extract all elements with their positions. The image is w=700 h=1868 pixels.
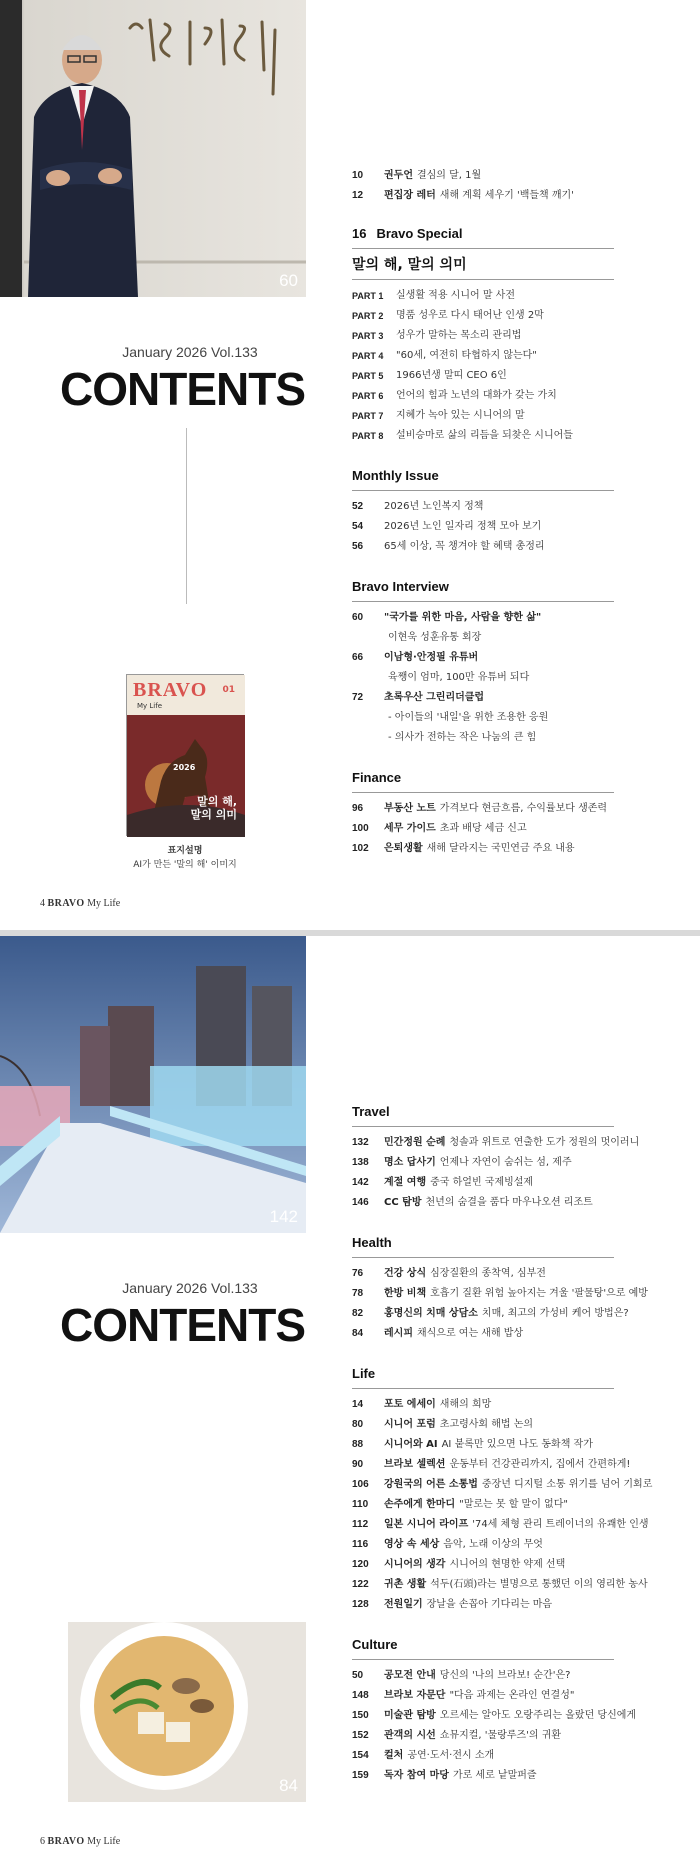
- toc-entry[interactable]: [352, 1495, 614, 1515]
- toc-entry-desc: '74세 체형 관리 트레이너의 유쾌한 인생: [472, 1519, 649, 1530]
- toc-entry-title: 독자 참여 마당: [384, 1770, 449, 1781]
- toc-entry-title: 포토 에세이: [384, 1399, 436, 1410]
- toc-entry[interactable]: [352, 1395, 614, 1415]
- toc-entry[interactable]: [352, 728, 614, 748]
- special-title: Bravo Special: [376, 226, 463, 241]
- toc-entry[interactable]: [352, 839, 614, 859]
- cover-year: 2026: [173, 763, 196, 772]
- part-label: PART 5: [352, 371, 384, 381]
- toc-entry-desc: 석두(石頭)라는 별명으로 통했던 이의 영리한 농사: [430, 1579, 648, 1590]
- toc-entry-title: 이남형·안정필 유튜버: [384, 652, 479, 663]
- toc-entry[interactable]: [352, 1555, 614, 1575]
- toc-page-number: 80: [352, 1419, 364, 1430]
- toc-page-number: [352, 708, 384, 728]
- toc-entry-desc: 쇼뮤지컬, '물랑루즈'의 귀환: [439, 1730, 562, 1741]
- part-desc: 설비승마로 삶의 리듬을 되찾은 시니어들: [396, 430, 573, 441]
- toc-page-number: 10: [352, 170, 364, 181]
- chairman-photo: [0, 0, 306, 297]
- toc-part[interactable]: [352, 366, 614, 386]
- page-footer: [40, 1836, 120, 1847]
- toc-finance-section: [352, 768, 614, 859]
- toc-entry[interactable]: [352, 608, 614, 628]
- special-theme: 말의 해, 말의 의미: [352, 255, 614, 280]
- cover-caption-title: 표지설명: [167, 846, 203, 856]
- page-footer: [40, 898, 120, 909]
- toc-entry[interactable]: [352, 1666, 614, 1686]
- toc-page-number: 138: [352, 1157, 369, 1168]
- cover-caption: [110, 844, 260, 872]
- toc-page-number: 14: [352, 1399, 364, 1410]
- toc-page-number: 116: [352, 1539, 369, 1550]
- toc-entry[interactable]: [352, 1415, 614, 1435]
- toc-entry-desc: 결심의 달, 1월: [416, 170, 482, 181]
- section-title-culture: Culture: [352, 1635, 614, 1660]
- toc-page-number: 66: [352, 652, 364, 663]
- toc-entry-desc: 음악, 노래 이상의 무엇: [443, 1539, 543, 1550]
- toc-entry-desc: 가격보다 현금흐름, 수익률보다 생존력: [439, 803, 608, 814]
- section-title-health: Health: [352, 1233, 614, 1258]
- toc-entry-desc: 공연·도서·전시 소개: [407, 1750, 495, 1761]
- toc-entry[interactable]: [352, 1575, 648, 1595]
- section-title-life: Life: [352, 1364, 614, 1389]
- cover-subtitle: My Life: [137, 702, 163, 710]
- toc-entry-desc: 시니어의 현명한 약제 선택: [449, 1559, 566, 1570]
- toc-page-number: 110: [352, 1499, 369, 1510]
- toc-top-section: [352, 166, 614, 206]
- toc-page-number: 50: [352, 1670, 364, 1681]
- toc-page-number: 112: [352, 1519, 369, 1530]
- toc-part[interactable]: [352, 306, 614, 326]
- toc-entry-title: 전원일기: [384, 1599, 423, 1610]
- toc-page-number: 128: [352, 1599, 369, 1610]
- toc-entry-title: 일본 시니어 라이프: [384, 1519, 469, 1530]
- toc-entry-desc: 당신의 '나의 브라보! 순간'은?: [439, 1670, 571, 1681]
- toc-entry-desc: 심장질환의 종착역, 심부전: [430, 1268, 546, 1279]
- recipe-photo: [68, 1622, 306, 1802]
- toc-entry-title: 편집장 레터: [384, 190, 436, 201]
- toc-entry[interactable]: [352, 1595, 614, 1615]
- toc-entry-title: 브라보 자문단: [384, 1690, 446, 1701]
- toc-entry-title: 은퇴생활: [384, 843, 423, 854]
- toc-page-number: [352, 728, 384, 748]
- section-title-interview: Bravo Interview: [352, 577, 614, 602]
- footer-page-number: 6: [40, 1836, 45, 1847]
- toc-entry-desc: "다음 과제는 온라인 연결성": [449, 1690, 575, 1701]
- toc-entry[interactable]: [352, 1766, 614, 1786]
- toc-entry-desc: 이현욱 성훈유통 회장: [388, 632, 482, 643]
- cover-headline-line2: 말의 의미: [190, 808, 237, 821]
- toc-entry-title: 부동산 노트: [384, 803, 436, 814]
- issue-label: January 2026 Vol.133: [122, 344, 258, 360]
- toc-page-number: 150: [352, 1710, 369, 1721]
- part-desc: 1966년생 말띠 CEO 6인: [396, 370, 507, 381]
- footer-suffix: My Life: [87, 898, 121, 909]
- magazine-page-4: [0, 0, 700, 930]
- part-desc: 언어의 힘과 노년의 대화가 갖는 가치: [396, 390, 557, 401]
- part-desc: "60세, 여전히 타협하지 않는다": [396, 350, 537, 361]
- toc-entry-desc: 장날을 손꼽아 기다리는 마음: [426, 1599, 553, 1610]
- section-title-finance: Finance: [352, 768, 614, 793]
- toc-entry[interactable]: [352, 1173, 614, 1193]
- toc-page-number: 82: [352, 1308, 364, 1319]
- toc-entry-title: 컬처: [384, 1750, 404, 1761]
- contents-heading: CONTENTS: [60, 363, 305, 415]
- part-label: PART 1: [352, 291, 384, 301]
- toc-entry[interactable]: [352, 186, 614, 206]
- footer-suffix: My Life: [87, 1836, 121, 1847]
- cover-headline-line1: 말의 해,: [197, 795, 237, 808]
- toc-entry-title: "국가를 위한 마음, 사람을 향한 삶": [384, 612, 542, 623]
- toc-page-number: 84: [352, 1328, 364, 1339]
- footer-brand: BRAVO: [47, 1836, 85, 1847]
- toc-entry-title: 미술관 탐방: [384, 1710, 436, 1721]
- toc-page-number: [352, 628, 384, 648]
- toc-entry[interactable]: [352, 1264, 614, 1284]
- toc-entry-desc: AI 붙록만 있으면 나도 동화책 작가: [441, 1439, 593, 1450]
- toc-entry-title: 영상 속 세상: [384, 1539, 440, 1550]
- toc-entry-desc: 운동부터 건강관리까지, 집에서 간편하게!: [449, 1459, 631, 1470]
- toc-page-number: 72: [352, 692, 364, 703]
- divider-line: [186, 428, 187, 604]
- part-desc: 명품 성우로 다시 태어난 인생 2막: [396, 310, 544, 321]
- toc-entry-desc: 중장년 디지털 소통 위기를 넘어 기회로: [481, 1479, 653, 1490]
- toc-page-number: 154: [352, 1750, 369, 1761]
- toc-page-number: 12: [352, 190, 364, 201]
- toc-entry-desc: 새해 계획 세우기 '백들책 깨기': [439, 190, 574, 201]
- toc-entry-title: 시니어 포럼: [384, 1419, 436, 1430]
- toc-entry[interactable]: [352, 708, 614, 728]
- toc-part[interactable]: [352, 386, 614, 406]
- toc-entry[interactable]: [352, 1515, 649, 1535]
- toc-page-number: 52: [352, 501, 364, 512]
- toc-entry-title: 손주에게 한마디: [384, 1499, 456, 1510]
- toc-entry[interactable]: [352, 688, 614, 708]
- toc-page-number: 120: [352, 1559, 369, 1570]
- toc-entry-title: 시니어의 생각: [384, 1559, 446, 1570]
- recipe-illustration: [68, 1622, 306, 1802]
- toc-page-number: 90: [352, 1459, 364, 1470]
- toc-entry-desc: 치매, 최고의 가성비 케어 방법은?: [481, 1308, 629, 1319]
- toc-entry-desc: 가로 세로 낱말퍼즐: [452, 1770, 537, 1781]
- toc-entry[interactable]: [352, 668, 614, 688]
- toc-part[interactable]: [352, 406, 614, 426]
- part-label: PART 2: [352, 311, 384, 321]
- cover-logo: BRAVO: [133, 679, 208, 701]
- toc-entry[interactable]: [352, 1435, 614, 1455]
- issue-label: January 2026 Vol.133: [122, 1280, 258, 1296]
- toc-page-number: 54: [352, 521, 364, 532]
- toc-culture-section: [352, 1635, 637, 1786]
- toc-page-number: 142: [352, 1177, 369, 1188]
- toc-page-number: 100: [352, 823, 369, 834]
- toc-entry-title: 귀촌 생활: [384, 1579, 427, 1590]
- toc-entry[interactable]: [352, 1153, 614, 1173]
- ice-festival-illustration: [0, 936, 306, 1233]
- special-page-number: 16: [352, 226, 367, 241]
- photo-page-number: 142: [269, 1207, 298, 1226]
- toc-entry-desc: 초과 배당 세금 신고: [439, 823, 527, 834]
- toc-entry-title: CC 탐방: [384, 1197, 422, 1208]
- cover-issue-number: 01: [222, 685, 235, 695]
- toc-entry-title: 브라보 셀렉션: [384, 1459, 446, 1470]
- toc-entry-desc: "말로는 못 할 말이 없다": [459, 1499, 568, 1510]
- toc-entry[interactable]: [352, 1133, 640, 1153]
- footer-brand: BRAVO: [47, 898, 85, 909]
- toc-health-section: [352, 1233, 648, 1344]
- toc-entry-desc: 중국 하얼빈 국제빙설제: [430, 1177, 534, 1188]
- chairman-illustration: [0, 0, 306, 297]
- toc-part[interactable]: [352, 426, 614, 446]
- toc-part[interactable]: [352, 346, 614, 366]
- section-title-special: [352, 224, 614, 249]
- toc-monthly-section: [352, 466, 614, 557]
- part-desc: 실생활 적용 시니어 말 사전: [396, 290, 515, 301]
- section-title-travel: Travel: [352, 1102, 614, 1127]
- toc-entry[interactable]: [352, 799, 614, 819]
- ice-festival-photo: [0, 936, 306, 1233]
- toc-entry-title: 민간정원 순례: [384, 1137, 446, 1148]
- part-desc: 지혜가 녹아 있는 시니어의 말: [396, 410, 525, 421]
- toc-entry-desc: 천년의 숨결을 품다 마우나오션 리조트: [425, 1197, 593, 1208]
- toc-page-number: 60: [352, 612, 364, 623]
- toc-page-number: 148: [352, 1690, 369, 1701]
- toc-entry-title: 권두언: [384, 170, 413, 181]
- toc-part[interactable]: [352, 326, 614, 346]
- toc-page-number: 152: [352, 1730, 369, 1741]
- toc-entry-title: 초록우산 그린리더클럽: [384, 692, 485, 703]
- toc-page-number: 122: [352, 1579, 369, 1590]
- toc-page-number: 96: [352, 803, 364, 814]
- toc-entry-title: 한방 비책: [384, 1288, 427, 1299]
- toc-entry-title: 관객의 시선: [384, 1730, 436, 1741]
- part-label: PART 4: [352, 351, 384, 361]
- part-label: PART 8: [352, 431, 384, 441]
- toc-page-number: [352, 668, 384, 688]
- photo-page-number: 60: [279, 271, 298, 290]
- toc-entry-desc: 65세 이상, 꼭 챙겨야 할 혜택 총정리: [384, 541, 545, 552]
- part-label: PART 6: [352, 391, 384, 401]
- toc-entry-desc: 오르세는 알아도 오랑주리는 올랐던 당신에게: [439, 1710, 637, 1721]
- toc-entry[interactable]: [352, 1535, 614, 1555]
- toc-entry[interactable]: [352, 1284, 648, 1304]
- cover-caption-text: AI가 만든 '말의 해' 이미지: [133, 860, 237, 870]
- toc-entry[interactable]: [352, 648, 614, 668]
- toc-entry[interactable]: [352, 819, 614, 839]
- toc-entry[interactable]: [352, 1726, 614, 1746]
- toc-entry[interactable]: [352, 628, 614, 648]
- toc-entry[interactable]: [352, 497, 614, 517]
- toc-column: [352, 1102, 653, 1806]
- toc-entry[interactable]: [352, 1706, 637, 1726]
- magazine-cover[interactable]: [126, 674, 244, 836]
- toc-entry[interactable]: [352, 1686, 614, 1706]
- toc-entry[interactable]: [352, 1304, 629, 1324]
- contents-heading: CONTENTS: [60, 1299, 305, 1351]
- toc-entry-desc: 청솔과 위트로 연출한 도가 정원의 멋이러니: [449, 1137, 640, 1148]
- toc-entry-title: 시니어와 AI: [384, 1439, 438, 1450]
- toc-page-number: 146: [352, 1197, 369, 1208]
- toc-entry-title: 공모전 안내: [384, 1670, 436, 1681]
- toc-entry-desc: 새해 달라지는 국민연금 주요 내용: [426, 843, 575, 854]
- toc-page-number: 102: [352, 843, 369, 854]
- toc-entry-desc: - 의사가 전하는 작은 나눔의 큰 힘: [388, 732, 537, 743]
- footer-page-number: 4: [40, 898, 45, 909]
- toc-life-section: [352, 1364, 653, 1615]
- toc-entry-title: 계절 여행: [384, 1177, 427, 1188]
- toc-entry-desc: 2026년 노인복지 정책: [384, 501, 484, 512]
- toc-entry[interactable]: [352, 1193, 614, 1213]
- cover-headline: [191, 795, 237, 821]
- toc-page-number: 88: [352, 1439, 364, 1450]
- toc-entry[interactable]: [352, 1475, 653, 1495]
- toc-entry-title: 명소 답사기: [384, 1157, 436, 1168]
- toc-entry-desc: 초고령사회 해법 논의: [439, 1419, 534, 1430]
- toc-entry-desc: 육쨍이 엄마, 100만 유튜버 되다: [388, 672, 530, 683]
- photo-page-number: 84: [279, 1776, 298, 1795]
- toc-page-number: 56: [352, 541, 364, 552]
- part-label: PART 7: [352, 411, 384, 421]
- part-label: PART 3: [352, 331, 384, 341]
- toc-special-section: [352, 224, 614, 446]
- toc-part[interactable]: [352, 286, 614, 306]
- toc-interview-section: [352, 577, 614, 748]
- toc-page-number: 76: [352, 1268, 364, 1279]
- toc-entry[interactable]: [352, 1455, 631, 1475]
- toc-entry-desc: 언제나 자연이 숨쉬는 섬, 제주: [439, 1157, 572, 1168]
- toc-entry-title: 홍명신의 치매 상담소: [384, 1308, 478, 1319]
- toc-entry-desc: 새해의 희망: [439, 1399, 492, 1410]
- part-desc: 성우가 말하는 목소리 관리법: [396, 330, 522, 341]
- toc-entry-title: 강원국의 어른 소통법: [384, 1479, 478, 1490]
- toc-page-number: 106: [352, 1479, 369, 1490]
- toc-column: [352, 166, 614, 879]
- toc-entry-title: 세무 가이드: [384, 823, 436, 834]
- toc-page-number: 78: [352, 1288, 364, 1299]
- toc-entry-title: 건강 상식: [384, 1268, 427, 1279]
- toc-entry[interactable]: [352, 537, 614, 557]
- toc-entry-desc: - 아이들의 '내일'을 위한 조용한 응원: [388, 712, 549, 723]
- toc-entry[interactable]: [352, 1746, 614, 1766]
- toc-entry-title: 레시피: [384, 1328, 413, 1339]
- toc-page-number: 132: [352, 1137, 369, 1148]
- toc-travel-section: [352, 1102, 640, 1213]
- toc-entry[interactable]: [352, 1324, 614, 1344]
- toc-page-number: 159: [352, 1770, 369, 1781]
- toc-entry-desc: 호흡기 질환 위험 높아지는 겨울 '팔물탕'으로 예방: [430, 1288, 648, 1299]
- toc-entry[interactable]: [352, 166, 614, 186]
- toc-entry[interactable]: [352, 517, 614, 537]
- magazine-page-6: [0, 936, 700, 1868]
- section-title-monthly: Monthly Issue: [352, 466, 614, 491]
- toc-entry-desc: 채식으로 여는 새해 밥상: [416, 1328, 524, 1339]
- toc-entry-desc: 2026년 노인 일자리 정책 모아 보기: [384, 521, 542, 532]
